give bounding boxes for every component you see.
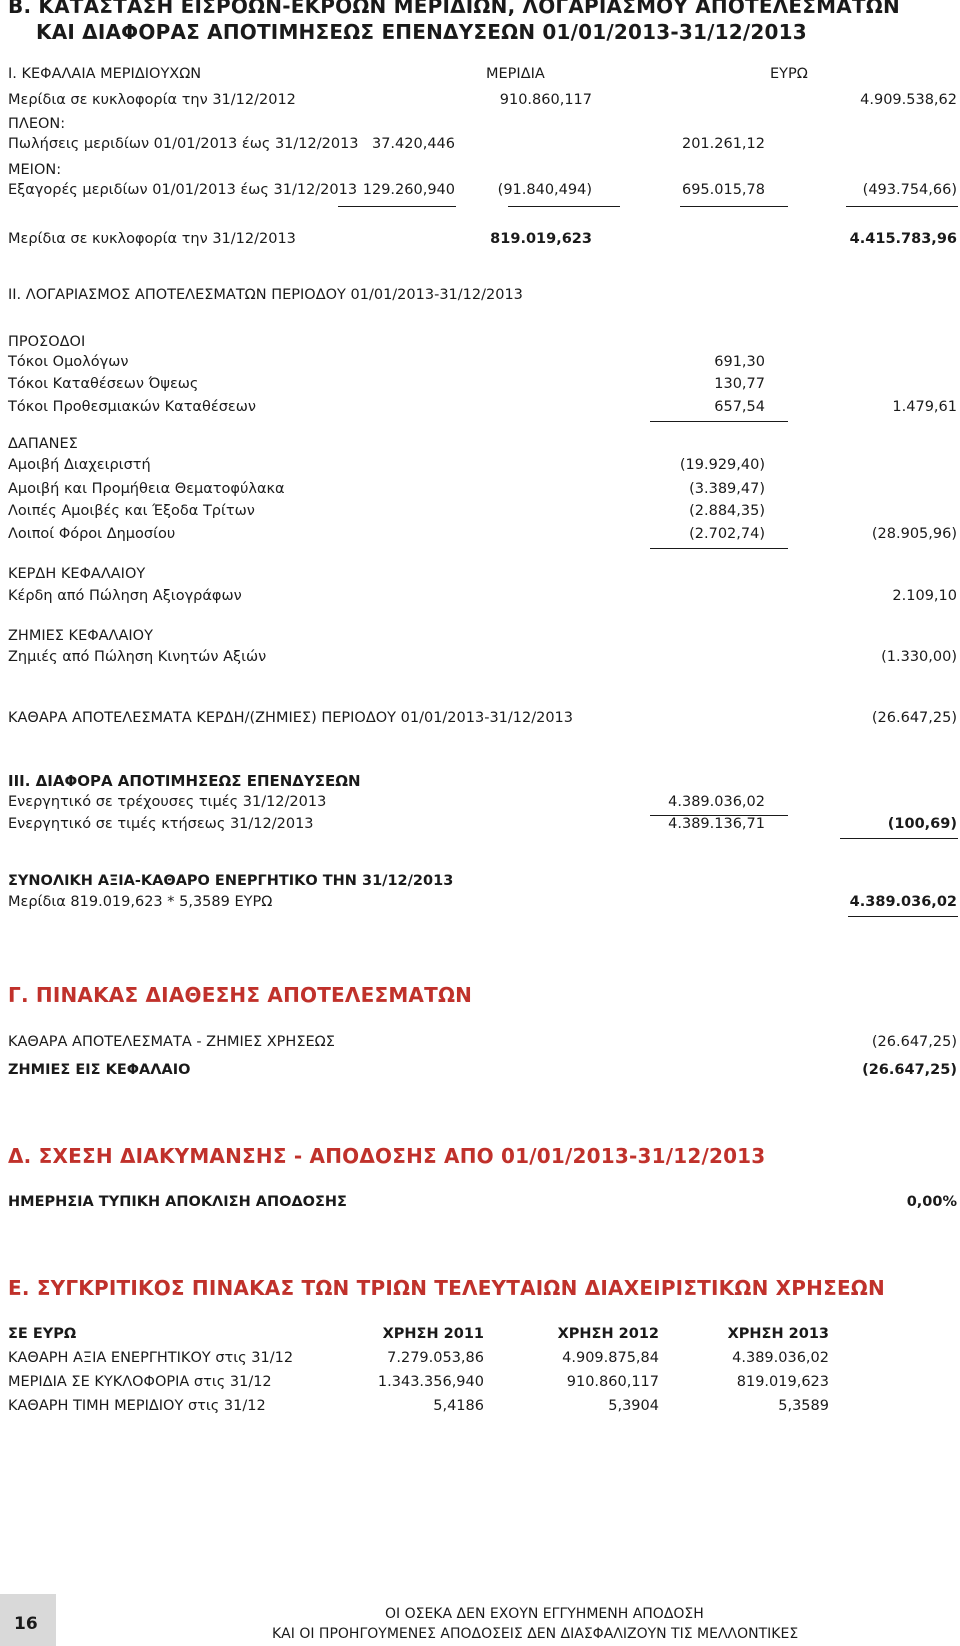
- closing-label: Μερίδια σε κυκλοφορία την 31/12/2013: [8, 231, 296, 247]
- section-g-row2-value: (26.647,25): [862, 1062, 957, 1078]
- section-2-heading: ΙΙ. ΛΟΓΑΡΙΑΣΜΟΣ ΑΠΟΤΕΛΕΣΜΑΤΩΝ ΠΕΡΙΟΔΟΥ 01/01/2013-31/12/2013: [8, 287, 523, 303]
- sales-euro: 201.261,12: [681, 136, 765, 152]
- expense-value: (2.702,74): [689, 526, 765, 542]
- section-b-title-line2: ΚΑΙ ΔΙΑΦΟΡΑΣ ΑΠΟΤΙΜΗΣΕΩΣ ΕΠΕΝΔΥΣΕΩΝ 01/01/2013-31/12/2013: [36, 20, 807, 44]
- table-row-label: ΜΕΡΙΔΙΑ ΣΕ ΚΥΚΛΟΦΟΡΙΑ στις 31/12: [8, 1374, 272, 1390]
- table-cell: 5,3904: [608, 1398, 659, 1414]
- income-total: 1.479,61: [892, 399, 957, 415]
- expense-item: Λοιποί Φόροι Δημοσίου: [8, 526, 176, 542]
- losses-heading: ΖΗΜΙΕΣ ΚΕΦΑΛΑΙΟΥ: [8, 628, 153, 644]
- income-item: Τόκοι Ομολόγων: [8, 354, 129, 370]
- section-d-title: Δ. ΣΧΕΣΗ ΔΙΑΚΥΜΑΝΣΗΣ - ΑΠΟΔΟΣΗΣ ΑΠΟ 01/01/2013-31/12/2013: [8, 1144, 766, 1168]
- expenses-heading: ΔΑΠΑΝΕΣ: [8, 436, 78, 452]
- table-cell: 910.860,117: [566, 1374, 659, 1390]
- expense-value: (2.884,35): [689, 503, 765, 519]
- income-value: 691,30: [714, 354, 765, 370]
- net-euro: (493.754,66): [862, 182, 957, 198]
- total-nav-calc: Μερίδια 819.019,623 * 5,3589 ΕΥΡΩ: [8, 894, 273, 910]
- underline: [680, 206, 788, 207]
- opening-label: Μερίδια σε κυκλοφορία την 31/12/2012: [8, 92, 296, 108]
- table-row-label: ΚΑΘΑΡΗ ΤΙΜΗ ΜΕΡΙΔΙΟΥ στις 31/12: [8, 1398, 266, 1414]
- section-g-row1-value: (26.647,25): [871, 1034, 957, 1050]
- underline: [650, 815, 788, 816]
- net-results-value: (26.647,25): [871, 710, 957, 726]
- underline: [338, 206, 456, 207]
- table-cell: 5,4186: [433, 1398, 484, 1414]
- expenses-total: (28.905,96): [871, 526, 957, 542]
- losses-value: (1.330,00): [881, 649, 957, 665]
- income-item: Τόκοι Προθεσμιακών Καταθέσεων: [8, 399, 256, 415]
- page-number: 16: [14, 1614, 38, 1634]
- losses-label: Ζημιές από Πώληση Κινητών Αξιών: [8, 649, 267, 665]
- income-value: 657,54: [714, 399, 765, 415]
- col-units-header: ΜΕΡΙΔΙΑ: [486, 66, 545, 82]
- underline: [846, 206, 958, 207]
- closing-euro: 4.415.783,96: [849, 231, 957, 247]
- col-euro-header: ΕΥΡΩ: [770, 66, 808, 82]
- net-units: (91.840,494): [497, 182, 592, 198]
- minus-label: ΜΕΙΟΝ:: [8, 162, 62, 178]
- closing-units: 819.019,623: [490, 231, 592, 247]
- income-value: 130,77: [714, 376, 765, 392]
- income-heading: ΠΡΟΣΟΔΟΙ: [8, 334, 86, 350]
- table-header-2011: ΧΡΗΣΗ 2011: [382, 1326, 484, 1342]
- underline: [650, 421, 788, 422]
- plus-label: ΠΛΕΟΝ:: [8, 116, 66, 132]
- underline: [840, 838, 958, 839]
- table-header-2013: ΧΡΗΣΗ 2013: [727, 1326, 829, 1342]
- table-header-label: ΣΕ ΕΥΡΩ: [8, 1326, 77, 1342]
- income-item: Τόκοι Καταθέσεων Όψεως: [8, 376, 199, 392]
- section-g-title: Γ. ΠΙΝΑΚΑΣ ΔΙΑΘΕΣΗΣ ΑΠΟΤΕΛΕΣΜΑΤΩΝ: [8, 983, 473, 1007]
- diff-value: (100,69): [887, 816, 957, 832]
- net-results-label: ΚΑΘΑΡΑ ΑΠΟΤΕΛΕΣΜΑΤΑ ΚΕΡΔΗ/(ΖΗΜΙΕΣ) ΠΕΡΙΟΔΟΥ 01/01/2013-31/12/2013: [8, 710, 574, 726]
- cost-label: Ενεργητικό σε τιμές κτήσεως 31/12/2013: [8, 816, 314, 832]
- table-cell: 4.909.875,84: [562, 1350, 659, 1366]
- underline: [848, 916, 958, 917]
- table-cell: 1.343.356,940: [377, 1374, 484, 1390]
- total-nav-heading: ΣΥΝΟΛΙΚΗ ΑΞΙΑ-ΚΑΘΑΡΟ ΕΝΕΡΓΗΤΙΚΟ ΤΗΝ 31/12/2013: [8, 873, 454, 889]
- total-nav-value: 4.389.036,02: [849, 894, 957, 910]
- current-value: 4.389.036,02: [668, 794, 765, 810]
- table-cell: 7.279.053,86: [387, 1350, 484, 1366]
- section-d-value: 0,00%: [906, 1194, 957, 1210]
- table-cell: 5,3589: [778, 1398, 829, 1414]
- expense-value: (19.929,40): [679, 457, 765, 473]
- section-b-title-line1: Β. ΚΑΤΑΣΤΑΣΗ ΕΙΣΡΟΩΝ-ΕΚΡΟΩΝ ΜΕΡΙΔΙΩΝ, ΛΟΓΑΡΙΑΣΜΟΥ ΑΠΟΤΕΛΕΣΜΑΤΩΝ: [8, 0, 900, 18]
- gains-label: Κέρδη από Πώληση Αξιογράφων: [8, 588, 242, 604]
- section-g-row2-label: ΖΗΜΙΕΣ ΕΙΣ ΚΕΦΑΛΑΙΟ: [8, 1062, 191, 1078]
- gains-heading: ΚΕΡΔΗ ΚΕΦΑΛΑΙΟΥ: [8, 566, 146, 582]
- section-1-heading: Ι. ΚΕΦΑΛΑΙΑ ΜΕΡΙΔΙΟΥΧΩΝ: [8, 66, 202, 82]
- opening-euro: 4.909.538,62: [860, 92, 957, 108]
- expense-item: Λοιπές Αμοιβές και Έξοδα Τρίτων: [8, 503, 255, 519]
- opening-units: 910.860,117: [499, 92, 592, 108]
- section-d-label: ΗΜΕΡΗΣΙΑ ΤΥΠΙΚΗ ΑΠΟΚΛΙΣΗ ΑΠΟΔΟΣΗΣ: [8, 1194, 347, 1210]
- table-row-label: ΚΑΘΑΡΗ ΑΞΙΑ ΕΝΕΡΓΗΤΙΚΟΥ στις 31/12: [8, 1350, 294, 1366]
- section-e-title: Ε. ΣΥΓΚΡΙΤΙΚΟΣ ΠΙΝΑΚΑΣ ΤΩΝ ΤΡΙΩΝ ΤΕΛΕΥΤΑΙΩΝ ΔΙΑΧΕΙΡΙΣΤΙΚΩΝ ΧΡΗΣΕΩΝ: [8, 1276, 885, 1300]
- table-cell: 819.019,623: [736, 1374, 829, 1390]
- expense-item: Αμοιβή και Προμήθεια Θεματοφύλακα: [8, 481, 285, 497]
- footer-line1: ΟΙ ΟΣΕΚΑ ΔΕΝ ΕΧΟΥΝ ΕΓΓΥΗΜΕΝΗ ΑΠΟΔΟΣΗ: [385, 1606, 704, 1622]
- current-label: Ενεργητικό σε τρέχουσες τιμές 31/12/2013: [8, 794, 327, 810]
- table-header-2012: ΧΡΗΣΗ 2012: [557, 1326, 659, 1342]
- table-cell: 4.389.036,02: [732, 1350, 829, 1366]
- expense-value: (3.389,47): [689, 481, 765, 497]
- underline: [650, 548, 788, 549]
- sales-label: Πωλήσεις μεριδίων 01/01/2013 έως 31/12/2013: [8, 136, 359, 152]
- underline: [508, 206, 620, 207]
- cost-value: 4.389.136,71: [668, 816, 765, 832]
- section-3-heading: ΙΙΙ. ΔΙΑΦΟΡΑ ΑΠΟΤΙΜΗΣΕΩΣ ΕΠΕΝΔΥΣΕΩΝ: [8, 772, 361, 790]
- expense-item: Αμοιβή Διαχειριστή: [8, 457, 151, 473]
- sales-units: 37.420,446: [371, 136, 455, 152]
- redemptions-euro: 695.015,78: [681, 182, 765, 198]
- footer-line2: ΚΑΙ ΟΙ ΠΡΟΗΓΟΥΜΕΝΕΣ ΑΠΟΔΟΣΕΙΣ ΔΕΝ ΔΙΑΣΦΑΛΙΖΟΥΝ ΤΙΣ ΜΕΛΛΟΝΤΙΚΕΣ: [272, 1626, 799, 1642]
- gains-value: 2.109,10: [892, 588, 957, 604]
- redemptions-label: Εξαγορές μεριδίων 01/01/2013 έως 31/12/2013: [8, 182, 358, 198]
- section-g-row1-label: ΚΑΘΑΡΑ ΑΠΟΤΕΛΕΣΜΑΤΑ - ΖΗΜΙΕΣ ΧΡΗΣΕΩΣ: [8, 1034, 335, 1050]
- redemptions-units: 129.260,940: [362, 182, 455, 198]
